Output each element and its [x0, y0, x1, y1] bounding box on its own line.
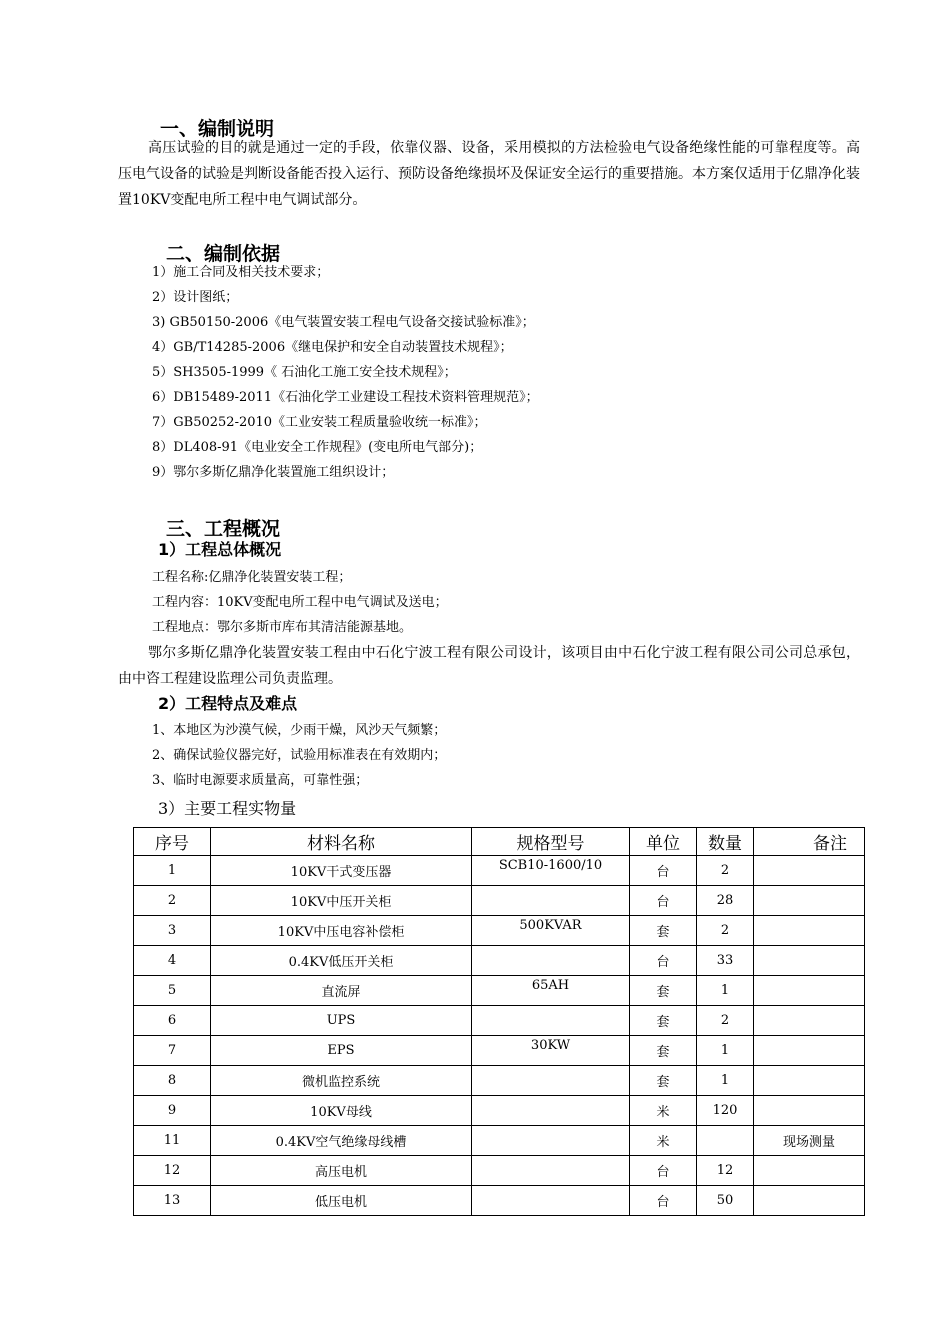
cell-material-name: EPS	[211, 1036, 472, 1066]
cell-index: 4	[134, 946, 211, 976]
header-specification: 规格型号	[472, 828, 630, 856]
cell-material-name: 10KV中压电容补偿柜	[211, 916, 472, 946]
cell-unit: 台	[630, 946, 697, 976]
cell-index: 1	[134, 856, 211, 886]
cell-remarks	[754, 946, 865, 976]
cell-quantity	[697, 1126, 754, 1156]
cell-unit: 台	[630, 886, 697, 916]
cell-remarks	[754, 1186, 865, 1216]
cell-quantity: 12	[697, 1156, 754, 1186]
cell-specification: 65AH	[472, 976, 630, 1006]
cell-unit: 米	[630, 1126, 697, 1156]
cell-material-name: 0.4KV空气绝缘母线槽	[211, 1126, 472, 1156]
table-row	[134, 1126, 865, 1156]
cell-remarks	[754, 916, 865, 946]
cell-specification	[472, 886, 630, 916]
cell-quantity: 2	[697, 916, 754, 946]
cell-material-name: UPS	[211, 1006, 472, 1036]
basis-item-2: 2）设计图纸；	[152, 290, 239, 305]
cell-index: 5	[134, 976, 211, 1006]
cell-unit: 套	[630, 1006, 697, 1036]
cell-quantity: 2	[697, 1006, 754, 1036]
cell-specification	[472, 1066, 630, 1096]
cell-specification	[472, 946, 630, 976]
project-location-line: 工程地点：鄂尔多斯市库布其清洁能源基地。	[152, 620, 413, 635]
cell-remarks	[754, 976, 865, 1006]
basis-item-8: 8）DL408-91《电业安全工作规程》(变电所电气部分)；	[152, 440, 483, 455]
basis-item-7: 7）GB50252-2010《工业安装工程质量验收统一标准》；	[152, 415, 487, 430]
cell-unit: 台	[630, 856, 697, 886]
section-3-heading: 三、工程概况	[166, 518, 281, 540]
cell-index: 12	[134, 1156, 211, 1186]
table-row	[134, 916, 865, 946]
subsection-1-heading: 1）工程总体概况	[158, 540, 282, 559]
cell-material-name: 微机监控系统	[211, 1066, 472, 1096]
cell-index: 6	[134, 1006, 211, 1036]
cell-specification: 30KW	[472, 1036, 630, 1066]
cell-unit: 台	[630, 1186, 697, 1216]
cell-quantity: 120	[697, 1096, 754, 1126]
project-content-line: 工程内容：10KV变配电所工程中电气调试及送电；	[152, 595, 448, 610]
cell-remarks	[754, 1066, 865, 1096]
project-description-paragraph: 鄂尔多斯亿鼎净化装置安装工程由中石化宁波工程有限公司设计，该项目由中石化宁波工程有限公司公司总承包，由中咨工程建设监理公司负责监理。	[118, 645, 860, 687]
difficulty-item-3: 3、临时电源要求质量高，可靠性强；	[152, 773, 369, 788]
cell-material-name: 高压电机	[211, 1156, 472, 1186]
project-name-line: 工程名称:亿鼎净化装置安装工程；	[152, 570, 352, 585]
subsection-2-heading: 2）工程特点及难点	[158, 694, 298, 713]
cell-quantity: 28	[697, 886, 754, 916]
cell-remarks	[754, 856, 865, 886]
cell-remarks: 现场测量	[754, 1126, 865, 1156]
cell-specification	[472, 1186, 630, 1216]
cell-specification	[472, 1126, 630, 1156]
cell-specification: 500KVAR	[472, 916, 630, 946]
cell-specification: SCB10-1600/10	[472, 856, 630, 886]
cell-quantity: 33	[697, 946, 754, 976]
section-2-heading: 二、编制依据	[166, 243, 281, 265]
cell-material-name: 10KV干式变压器	[211, 856, 472, 886]
header-unit: 单位	[630, 828, 697, 856]
difficulty-item-1: 1、本地区为沙漠气候，少雨干燥，风沙天气频繁；	[152, 723, 447, 738]
cell-material-name: 10KV中压开关柜	[211, 886, 472, 916]
cell-specification	[472, 1156, 630, 1186]
table-row	[134, 1156, 865, 1186]
cell-remarks	[754, 1096, 865, 1126]
cell-material-name: 低压电机	[211, 1186, 472, 1216]
cell-index: 3	[134, 916, 211, 946]
cell-index: 9	[134, 1096, 211, 1126]
table-row	[134, 976, 865, 1006]
section-1-paragraph: 高压试验的目的就是通过一定的手段，依靠仪器、设备，采用模拟的方法检验电气设备绝缘性能的可靠程度等。高压电气设备的试验是判断设备能否投入运行、预防设备绝缘损坏及保证安全运行的重要措施。本方案仅适用于亿鼎净化装置10KV变配电所工程中电气调试部分。	[118, 140, 860, 208]
table-row	[134, 1006, 865, 1036]
table-header-row	[134, 828, 865, 856]
cell-unit: 套	[630, 976, 697, 1006]
cell-unit: 套	[630, 916, 697, 946]
cell-index: 13	[134, 1186, 211, 1216]
table-row	[134, 856, 865, 886]
basis-item-6: 6）DB15489-2011《石油化学工业建设工程技术资料管理规范》；	[152, 390, 539, 405]
basis-item-5: 5）SH3505-1999《 石油化工施工安全技术规程》；	[152, 365, 457, 380]
cell-quantity: 1	[697, 976, 754, 1006]
table-row	[134, 946, 865, 976]
basis-item-9: 9）鄂尔多斯亿鼎净化装置施工组织设计；	[152, 465, 395, 480]
header-index: 序号	[134, 828, 211, 856]
cell-specification	[472, 1006, 630, 1036]
cell-quantity: 1	[697, 1036, 754, 1066]
subsection-3-heading: 3）主要工程实物量	[158, 799, 297, 818]
cell-index: 8	[134, 1066, 211, 1096]
table-row	[134, 1186, 865, 1216]
cell-index: 7	[134, 1036, 211, 1066]
basis-item-3: 3) GB50150-2006《电气装置安装工程电气设备交接试验标准》；	[152, 315, 535, 330]
header-remarks: 备注	[754, 828, 865, 856]
cell-unit: 米	[630, 1096, 697, 1126]
cell-material-name: 直流屏	[211, 976, 472, 1006]
quantity-table	[133, 827, 865, 1216]
cell-quantity: 1	[697, 1066, 754, 1096]
cell-index: 2	[134, 886, 211, 916]
cell-remarks	[754, 1006, 865, 1036]
cell-remarks	[754, 886, 865, 916]
table-row	[134, 1096, 865, 1126]
table-row	[134, 1066, 865, 1096]
header-material-name: 材料名称	[211, 828, 472, 856]
section-1-heading: 一、编制说明	[160, 118, 275, 140]
basis-item-4: 4）GB/T14285-2006《继电保护和安全自动装置技术规程》；	[152, 340, 513, 355]
cell-remarks	[754, 1036, 865, 1066]
cell-material-name: 10KV母线	[211, 1096, 472, 1126]
table-row	[134, 886, 865, 916]
cell-unit: 套	[630, 1036, 697, 1066]
cell-unit: 套	[630, 1066, 697, 1096]
basis-item-1: 1）施工合同及相关技术要求；	[152, 265, 330, 280]
cell-material-name: 0.4KV低压开关柜	[211, 946, 472, 976]
cell-specification	[472, 1096, 630, 1126]
difficulty-item-2: 2、确保试验仪器完好，试验用标准表在有效期内；	[152, 748, 447, 763]
cell-remarks	[754, 1156, 865, 1186]
cell-quantity: 50	[697, 1186, 754, 1216]
cell-unit: 台	[630, 1156, 697, 1186]
header-quantity: 数量	[697, 828, 754, 856]
cell-quantity: 2	[697, 856, 754, 886]
cell-index: 11	[134, 1126, 211, 1156]
table-row	[134, 1036, 865, 1066]
